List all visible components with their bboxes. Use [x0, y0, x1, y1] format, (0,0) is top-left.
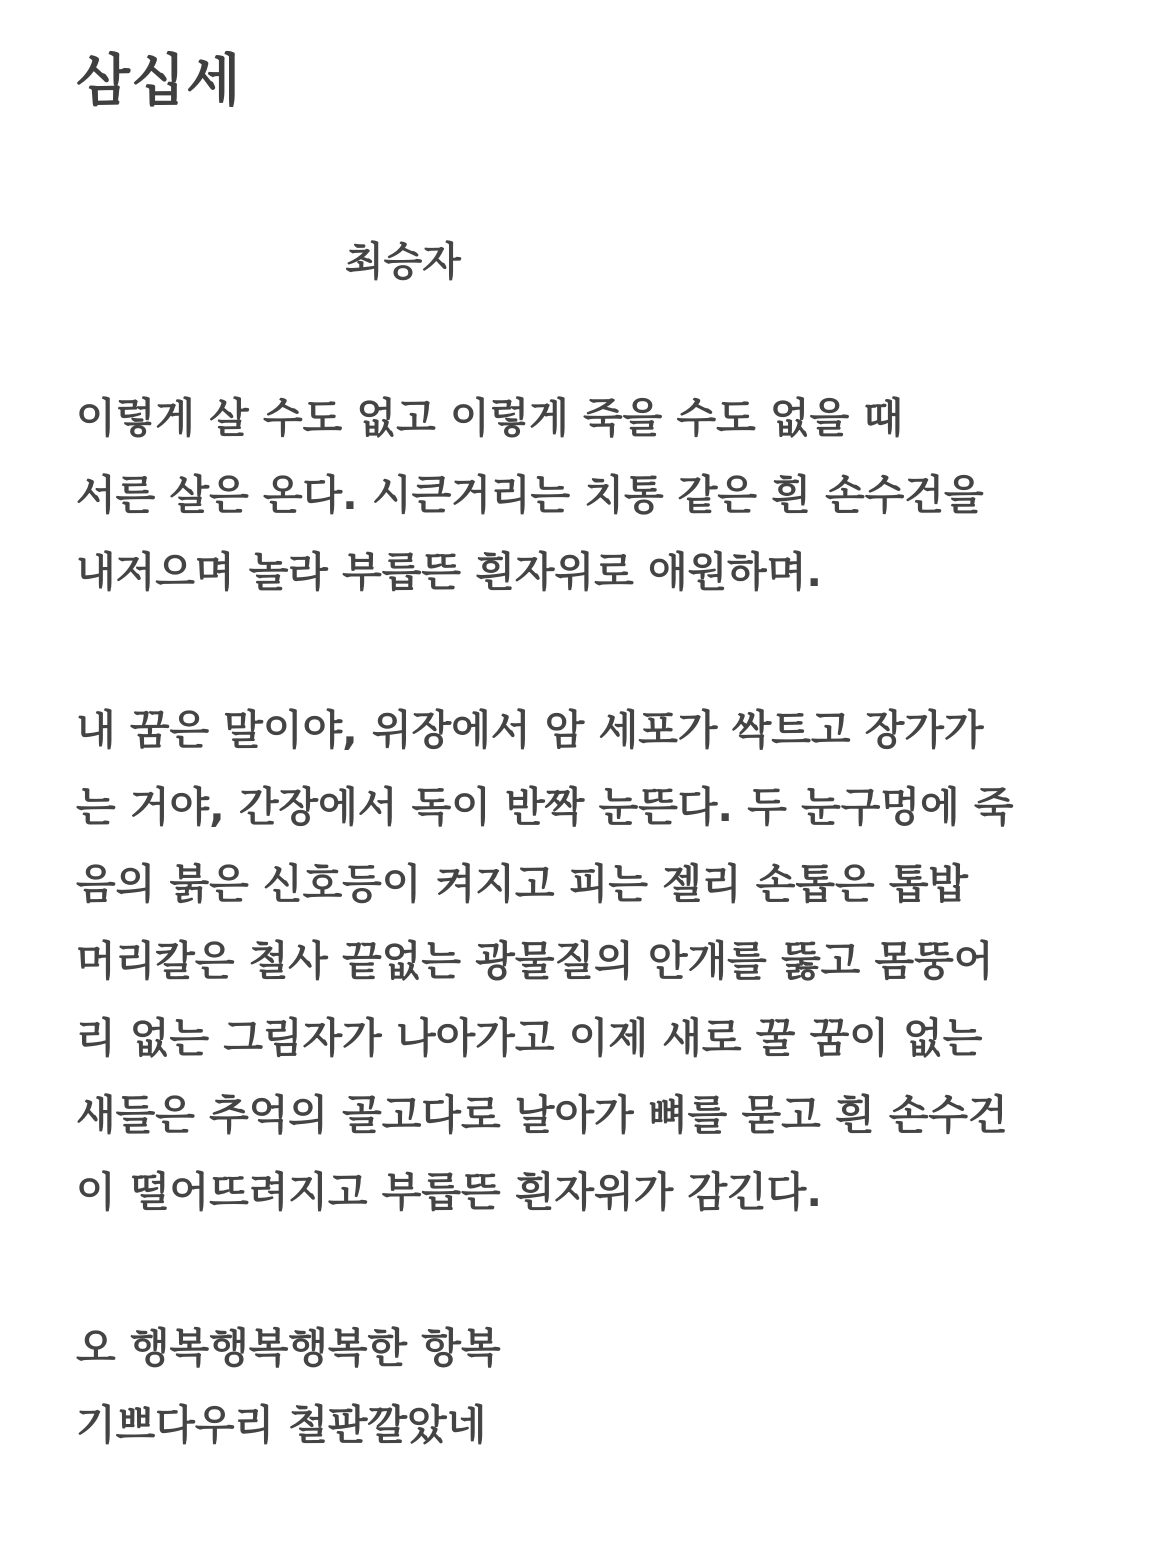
poem-line: 음의 붉은 신호등이 켜지고 피는 젤리 손톱은 톱밥 [76, 860, 969, 908]
poem-line: 이 떨어뜨려지고 부릅뜬 흰자위가 감긴다. [76, 1168, 822, 1216]
poem-author: 최승자 [345, 239, 461, 285]
poem-line: 새들은 추억의 골고다로 날아가 뼈를 묻고 흰 손수건 [76, 1091, 1008, 1139]
stanza-2 [76, 692, 1013, 1231]
poem-line: 오 행복행복행복한 항복 [76, 1324, 501, 1372]
poem-line: 기쁘다우리 철판깔았네 [76, 1401, 487, 1449]
poem-line: 내저으며 놀라 부릅뜬 흰자위로 애원하며. [76, 548, 822, 596]
stanza-3 [76, 1310, 501, 1464]
poem-line: 서른 살은 온다. 시큰거리는 치통 같은 흰 손수건을 [76, 471, 984, 519]
poem-title: 삼십세 [76, 49, 242, 114]
stanza-1 [76, 380, 984, 611]
poem-line: 이렇게 살 수도 없고 이렇게 죽을 수도 없을 때 [76, 394, 904, 442]
poem-line: 는 거야, 간장에서 독이 반짝 눈뜬다. 두 눈구멍에 죽 [76, 783, 1014, 831]
poem-line: 내 꿈은 말이야, 위장에서 암 세포가 싹트고 장가가 [76, 706, 984, 754]
poem-line: 머리칼은 철사 끝없는 광물질의 안개를 뚫고 몸뚱어 [76, 937, 994, 985]
poem-line: 리 없는 그림자가 나아가고 이제 새로 꿀 꿈이 없는 [76, 1014, 983, 1062]
